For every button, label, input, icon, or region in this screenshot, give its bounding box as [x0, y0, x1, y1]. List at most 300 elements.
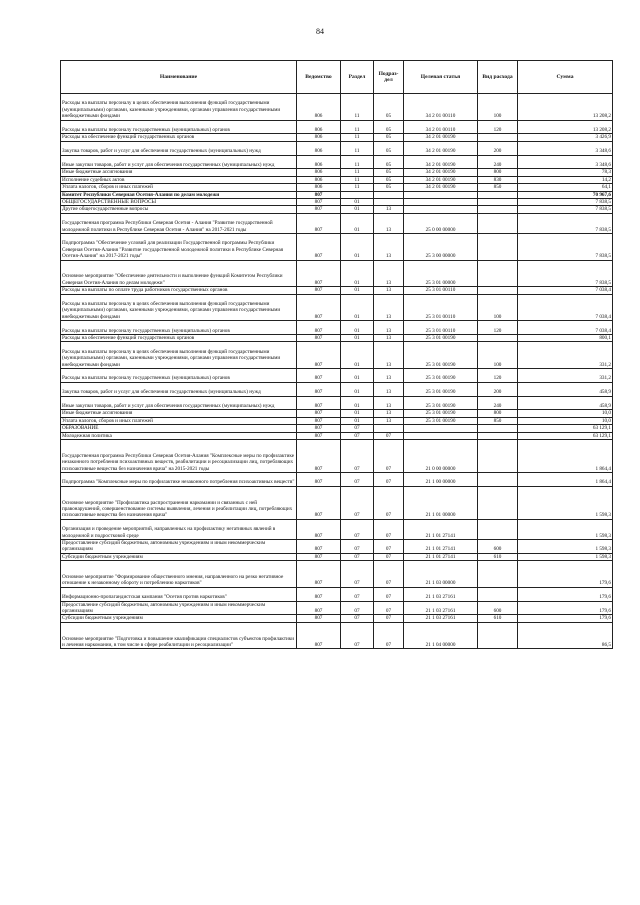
- row-name: Основное мероприятие "Формирование общественного мнения, направленного на резко негативное отношение к незаконному обороту и потреблению наркотиков": [61, 561, 297, 588]
- row-expense-type: 100: [478, 342, 518, 369]
- row-section: 11: [341, 94, 374, 121]
- row-target-item: 25 3 01 00190: [404, 396, 478, 410]
- row-department: 807: [297, 382, 341, 396]
- table-row: [61, 587, 613, 601]
- row-amount: 458,9: [518, 396, 613, 410]
- row-department: 807: [297, 622, 341, 649]
- row-department: 807: [297, 199, 341, 206]
- row-name: Иные бюджетные ассигнования: [61, 410, 297, 417]
- row-target-item: 21 1 03 27161: [404, 601, 478, 615]
- row-target-item: 25 3 01 00190: [404, 335, 478, 342]
- row-section: 01: [341, 213, 374, 233]
- table-row: [61, 321, 613, 335]
- row-subsection: 13: [374, 342, 404, 369]
- row-subsection: 05: [374, 169, 404, 176]
- row-name: Иные закупки товаров, работ и услуг для обеспечения государственных (муниципальных) нужд: [61, 155, 297, 169]
- col-header-name: Наименование: [61, 61, 297, 94]
- table-body: [61, 94, 613, 649]
- table-row: [61, 382, 613, 396]
- table-row: [61, 199, 613, 206]
- row-target-item: 21 0 00 00000: [404, 440, 478, 473]
- table-row: [61, 184, 613, 191]
- row-subsection: 05: [374, 184, 404, 191]
- row-section: 01: [341, 396, 374, 410]
- row-target-item: 25 3 01 00190: [404, 410, 478, 417]
- row-name: Уплата налогов, сборов и иных платежей: [61, 417, 297, 424]
- row-amount: 7 038,4: [518, 287, 613, 294]
- row-expense-type: [478, 519, 518, 539]
- row-expense-type: 120: [478, 120, 518, 134]
- row-section: 07: [341, 601, 374, 615]
- row-expense-type: 600: [478, 540, 518, 554]
- row-target-item: 21 1 01 27141: [404, 519, 478, 539]
- row-expense-type: [478, 425, 518, 432]
- row-expense-type: [478, 213, 518, 233]
- row-amount: 331,2: [518, 342, 613, 369]
- row-target-item: 21 1 03 27161: [404, 615, 478, 622]
- table-row: [61, 294, 613, 321]
- row-section: 01: [341, 199, 374, 206]
- row-amount: 179,6: [518, 561, 613, 588]
- row-amount: 800,1: [518, 335, 613, 342]
- row-expense-type: 120: [478, 369, 518, 383]
- table-row: [61, 622, 613, 649]
- row-name: Государственная программа Республики Северная Осетия-Алания "Комплексные меры по профилактике незаконного потребления психоактивных веществ, реабилитации и ресоциализации лиц, потребляющих психоактивные вещества без назначения врача" на 2015-2021 годы: [61, 440, 297, 473]
- table-row: [61, 342, 613, 369]
- row-subsection: 07: [374, 432, 404, 439]
- row-subsection: 07: [374, 587, 404, 601]
- row-expense-type: [478, 432, 518, 439]
- row-subsection: 13: [374, 234, 404, 261]
- row-department: 807: [297, 342, 341, 369]
- row-subsection: 05: [374, 94, 404, 121]
- row-subsection: 07: [374, 473, 404, 487]
- table-row: [61, 486, 613, 519]
- row-subsection: 13: [374, 417, 404, 424]
- row-section: 01: [341, 206, 374, 213]
- row-subsection: 13: [374, 287, 404, 294]
- row-amount: 10,0: [518, 410, 613, 417]
- row-name: Субсидии бюджетным учреждениям: [61, 553, 297, 560]
- row-department: 807: [297, 321, 341, 335]
- row-section: 07: [341, 587, 374, 601]
- table-row: [61, 206, 613, 213]
- row-target-item: [404, 206, 478, 213]
- row-name: Информационно-пропагандистская кампания "Осетия против наркотиков": [61, 587, 297, 601]
- row-section: 07: [341, 432, 374, 439]
- row-section: [341, 191, 374, 198]
- row-department: 807: [297, 519, 341, 539]
- row-amount: 70 967,6: [518, 191, 613, 198]
- row-department: 806: [297, 176, 341, 183]
- row-name: Расходы на выплаты персоналу государственных (муниципальных) органов: [61, 369, 297, 383]
- row-subsection: 05: [374, 176, 404, 183]
- row-expense-type: [478, 199, 518, 206]
- table-row: [61, 141, 613, 155]
- row-amount: 7 838,5: [518, 213, 613, 233]
- row-amount: 13 208,2: [518, 94, 613, 121]
- row-subsection: 13: [374, 321, 404, 335]
- row-section: 11: [341, 120, 374, 134]
- row-section: 07: [341, 486, 374, 519]
- row-target-item: 25 3 00 00000: [404, 234, 478, 261]
- row-subsection: 07: [374, 615, 404, 622]
- row-department: 807: [297, 486, 341, 519]
- table-row: [61, 410, 613, 417]
- col-header-target-item: Целевая статья: [404, 61, 478, 94]
- row-name: Расходы на выплаты персоналу в целях обеспечения выполнения функций государственными (муниципальными) органами, казенными учреждениями, органами управления государственными внебюджетными фондами: [61, 94, 297, 121]
- row-department: 807: [297, 410, 341, 417]
- row-expense-type: [478, 234, 518, 261]
- row-amount: 7 038,4: [518, 321, 613, 335]
- table-row: [61, 473, 613, 487]
- row-department: 807: [297, 396, 341, 410]
- row-department: 807: [297, 206, 341, 213]
- row-expense-type: 600: [478, 601, 518, 615]
- row-expense-type: [478, 587, 518, 601]
- row-section: 11: [341, 155, 374, 169]
- col-header-expense-type: Вид расхода: [478, 61, 518, 94]
- row-target-item: 21 1 01 27141: [404, 553, 478, 560]
- row-name: Предоставление субсидий бюджетным, автономным учреждениям и иным некоммерческим организациям: [61, 601, 297, 615]
- col-header-section: Раздел: [341, 61, 374, 94]
- row-subsection: [374, 199, 404, 206]
- row-target-item: 21 1 00 00000: [404, 473, 478, 487]
- row-section: 01: [341, 335, 374, 342]
- row-subsection: 07: [374, 622, 404, 649]
- table-row: [61, 287, 613, 294]
- row-department: 806: [297, 184, 341, 191]
- row-section: 11: [341, 141, 374, 155]
- row-expense-type: [478, 486, 518, 519]
- row-amount: 3 426,9: [518, 134, 613, 141]
- row-expense-type: 850: [478, 184, 518, 191]
- row-subsection: 13: [374, 206, 404, 213]
- row-section: 11: [341, 134, 374, 141]
- row-subsection: 13: [374, 382, 404, 396]
- row-target-item: 25 3 01 00110: [404, 294, 478, 321]
- row-target-item: 34 2 01 00190: [404, 134, 478, 141]
- row-amount: 7 838,5: [518, 206, 613, 213]
- row-name: Расходы на выплаты по оплате труда работников государственных органов: [61, 287, 297, 294]
- row-subsection: [374, 191, 404, 198]
- row-amount: 1 598,3: [518, 486, 613, 519]
- row-subsection: 07: [374, 519, 404, 539]
- row-expense-type: 200: [478, 382, 518, 396]
- row-target-item: [404, 191, 478, 198]
- row-name: Расходы на выплаты персоналу государственных (муниципальных) органов: [61, 120, 297, 134]
- row-department: 807: [297, 287, 341, 294]
- row-subsection: 13: [374, 294, 404, 321]
- row-section: 01: [341, 234, 374, 261]
- row-amount: 78,3: [518, 169, 613, 176]
- row-target-item: 25 3 01 00190: [404, 342, 478, 369]
- row-department: 806: [297, 94, 341, 121]
- row-expense-type: 100: [478, 94, 518, 121]
- col-header-department: Ведомство: [297, 61, 341, 94]
- table-header: [61, 61, 613, 94]
- row-name: Подпрограмма "Обеспечение условий для реализации Государственной программы Республики Северная Осетия-Алания "Развитие государственной молодежной политики в Республике Северная Осетия-Алания" на 2017-2021 годы": [61, 234, 297, 261]
- row-department: 806: [297, 141, 341, 155]
- row-department: 807: [297, 473, 341, 487]
- table-row: [61, 540, 613, 554]
- row-amount: 1 598,3: [518, 553, 613, 560]
- row-amount: 7 038,4: [518, 294, 613, 321]
- row-section: 01: [341, 287, 374, 294]
- table-row: [61, 94, 613, 121]
- row-name: Расходы на выплаты персоналу государственных (муниципальных) органов: [61, 321, 297, 335]
- table-row: [61, 615, 613, 622]
- row-department: 807: [297, 417, 341, 424]
- row-amount: 7 838,5: [518, 260, 613, 287]
- row-expense-type: 610: [478, 553, 518, 560]
- row-expense-type: 610: [478, 615, 518, 622]
- row-subsection: 05: [374, 134, 404, 141]
- row-department: 807: [297, 213, 341, 233]
- table-row: [61, 396, 613, 410]
- row-amount: 1 598,3: [518, 519, 613, 539]
- row-department: 807: [297, 369, 341, 383]
- row-department: 807: [297, 587, 341, 601]
- table-row: [61, 561, 613, 588]
- row-target-item: 21 1 03 00000: [404, 561, 478, 588]
- row-amount: 1 864,4: [518, 440, 613, 473]
- row-department: 807: [297, 294, 341, 321]
- row-expense-type: 850: [478, 417, 518, 424]
- row-department: 807: [297, 561, 341, 588]
- table-row: [61, 213, 613, 233]
- row-amount: 63 129,1: [518, 432, 613, 439]
- row-target-item: 34 2 01 00190: [404, 184, 478, 191]
- row-subsection: [374, 425, 404, 432]
- row-subsection: 05: [374, 141, 404, 155]
- row-expense-type: 800: [478, 410, 518, 417]
- row-amount: 3 348,6: [518, 155, 613, 169]
- row-subsection: 07: [374, 540, 404, 554]
- table-row: [61, 134, 613, 141]
- row-department: 807: [297, 425, 341, 432]
- row-name: Расходы на выплаты персоналу в целях обеспечения выполнения функций государственными (муниципальными) органами, казенными учреждениями, органами управления государственными внебюджетными фондами: [61, 294, 297, 321]
- row-section: 07: [341, 440, 374, 473]
- row-target-item: 21 1 04 00000: [404, 622, 478, 649]
- row-subsection: 05: [374, 120, 404, 134]
- row-name: Государственная программа Республики Северная Осетия - Алания "Развитие государственной молодежной политики в Республике Северная Осетия - Алания" на 2017-2021 годы: [61, 213, 297, 233]
- row-target-item: 34 2 01 00190: [404, 155, 478, 169]
- page-number: 84: [316, 27, 324, 36]
- row-section: 07: [341, 622, 374, 649]
- col-header-subsection: Подраз-дел: [374, 61, 404, 94]
- row-subsection: 07: [374, 553, 404, 560]
- table-row: [61, 417, 613, 424]
- row-section: 07: [341, 473, 374, 487]
- row-subsection: 07: [374, 440, 404, 473]
- row-name: Подпрограмма "Комплексные меры по профилактике незаконного потребления психоактивных веществ": [61, 473, 297, 487]
- row-amount: 331,2: [518, 369, 613, 383]
- row-department: 807: [297, 260, 341, 287]
- row-department: 807: [297, 553, 341, 560]
- row-expense-type: [478, 134, 518, 141]
- row-amount: 1 864,4: [518, 473, 613, 487]
- row-amount: 86,5: [518, 622, 613, 649]
- row-target-item: 25 3 01 00110: [404, 287, 478, 294]
- row-amount: 179,6: [518, 615, 613, 622]
- row-department: 807: [297, 440, 341, 473]
- table-row: [61, 120, 613, 134]
- row-expense-type: 100: [478, 294, 518, 321]
- row-expense-type: [478, 561, 518, 588]
- row-amount: 14,2: [518, 176, 613, 183]
- row-name: ОБЩЕГОСУДАРСТВЕННЫЕ ВОПРОСЫ: [61, 199, 297, 206]
- row-amount: 179,6: [518, 601, 613, 615]
- row-name: Уплата налогов, сборов и иных платежей: [61, 184, 297, 191]
- table-row: [61, 335, 613, 342]
- row-department: 806: [297, 134, 341, 141]
- table-row: [61, 440, 613, 473]
- row-target-item: 21 1 03 27161: [404, 587, 478, 601]
- row-subsection: 13: [374, 396, 404, 410]
- row-expense-type: 800: [478, 169, 518, 176]
- row-expense-type: [478, 191, 518, 198]
- row-target-item: 34 2 01 00110: [404, 120, 478, 134]
- row-name: Расходы на обеспечение функций государственных органов: [61, 335, 297, 342]
- col-header-amount: Сумма: [518, 61, 613, 94]
- row-section: 01: [341, 417, 374, 424]
- row-expense-type: [478, 622, 518, 649]
- row-section: 01: [341, 260, 374, 287]
- row-department: 807: [297, 191, 341, 198]
- row-subsection: 13: [374, 213, 404, 233]
- row-department: 807: [297, 615, 341, 622]
- row-amount: 3 348,6: [518, 141, 613, 155]
- row-subsection: 07: [374, 561, 404, 588]
- row-target-item: 21 1 01 00000: [404, 486, 478, 519]
- row-expense-type: [478, 335, 518, 342]
- table-row: [61, 176, 613, 183]
- table-row: [61, 369, 613, 383]
- row-department: 807: [297, 601, 341, 615]
- row-target-item: 21 1 01 27141: [404, 540, 478, 554]
- table-row: [61, 553, 613, 560]
- row-department: 806: [297, 169, 341, 176]
- row-subsection: 05: [374, 155, 404, 169]
- row-name: Исполнение судебных актов: [61, 176, 297, 183]
- row-section: 11: [341, 184, 374, 191]
- row-department: 806: [297, 155, 341, 169]
- row-name: Комитет Республики Северная Осетия-Алания по делам молодежи: [61, 191, 297, 198]
- table-row: [61, 155, 613, 169]
- row-target-item: 34 2 01 00190: [404, 169, 478, 176]
- row-expense-type: [478, 473, 518, 487]
- row-section: 11: [341, 176, 374, 183]
- row-expense-type: 830: [478, 176, 518, 183]
- row-expense-type: [478, 260, 518, 287]
- row-name: Другие общегосударственные вопросы: [61, 206, 297, 213]
- row-amount: 64,1: [518, 184, 613, 191]
- row-name: Предоставление субсидий бюджетным, автономным учреждениям и иным некоммерческим организациям: [61, 540, 297, 554]
- row-name: Основное мероприятие "Обеспечение деятельности и выполнение функций Комитетом Республики Северная Осетия-Алания по делам молодежи": [61, 260, 297, 287]
- budget-table: [60, 60, 613, 649]
- row-name: Основное мероприятие "Профилактика распространения наркомании и связанных с ней правонарушений, совершенствование системы выявления, лечения и реабилитации лиц, потребляющих психоактивные вещества без назначения врача": [61, 486, 297, 519]
- row-amount: 10,0: [518, 417, 613, 424]
- row-target-item: [404, 425, 478, 432]
- row-target-item: 25 3 01 00190: [404, 382, 478, 396]
- row-subsection: 07: [374, 601, 404, 615]
- row-expense-type: 120: [478, 321, 518, 335]
- row-target-item: 25 3 01 00190: [404, 417, 478, 424]
- row-department: 807: [297, 335, 341, 342]
- table-row: [61, 601, 613, 615]
- row-section: 07: [341, 425, 374, 432]
- row-name: Основное мероприятие "Подготовка и повышение квалификации специалистов субъектов профилактики и лечения наркомании, в том числе в сфере реабилитации и ресоциализации": [61, 622, 297, 649]
- row-target-item: 25 3 01 00000: [404, 260, 478, 287]
- row-name: Расходы на выплаты персоналу в целях обеспечения выполнения функций государственными (муниципальными) органами, казенными учреждениями, органами управления государственными внебюджетными фондами: [61, 342, 297, 369]
- row-section: 01: [341, 410, 374, 417]
- row-subsection: 07: [374, 486, 404, 519]
- row-section: 07: [341, 519, 374, 539]
- row-expense-type: [478, 440, 518, 473]
- row-subsection: 13: [374, 260, 404, 287]
- table-row: [61, 425, 613, 432]
- row-target-item: 25 0 00 00000: [404, 213, 478, 233]
- row-name: Организация и проведение мероприятий, направленных на профилактику негативных явлений в молодежной и подростковой среде: [61, 519, 297, 539]
- row-name: Закупка товаров, работ и услуг для обеспечения государственных (муниципальных) нужд: [61, 141, 297, 155]
- row-expense-type: [478, 287, 518, 294]
- row-name: Расходы на обеспечение функций государственных органов: [61, 134, 297, 141]
- row-expense-type: 240: [478, 155, 518, 169]
- row-section: 01: [341, 342, 374, 369]
- row-amount: 7 838,5: [518, 199, 613, 206]
- row-amount: 1 598,3: [518, 540, 613, 554]
- row-amount: 458,9: [518, 382, 613, 396]
- row-amount: 179,6: [518, 587, 613, 601]
- row-target-item: [404, 199, 478, 206]
- row-expense-type: 240: [478, 396, 518, 410]
- row-department: 807: [297, 432, 341, 439]
- table-row: [61, 260, 613, 287]
- table-row: [61, 234, 613, 261]
- row-department: 807: [297, 234, 341, 261]
- row-section: 01: [341, 321, 374, 335]
- row-section: 01: [341, 294, 374, 321]
- row-expense-type: [478, 206, 518, 213]
- row-subsection: 13: [374, 369, 404, 383]
- table-row: [61, 191, 613, 198]
- table-row: [61, 519, 613, 539]
- table-row: [61, 432, 613, 439]
- row-target-item: 34 2 01 00190: [404, 176, 478, 183]
- row-name: Молодежная политика: [61, 432, 297, 439]
- row-section: 01: [341, 369, 374, 383]
- row-name: Иные закупки товаров, работ и услуг для обеспечения государственных (муниципальных) нужд: [61, 396, 297, 410]
- row-target-item: 25 3 01 00110: [404, 321, 478, 335]
- row-name: Закупка товаров, работ и услуг для обеспечения государственных (муниципальных) нужд: [61, 382, 297, 396]
- table-row: [61, 169, 613, 176]
- row-subsection: 13: [374, 410, 404, 417]
- row-expense-type: 200: [478, 141, 518, 155]
- row-target-item: 25 3 01 00190: [404, 369, 478, 383]
- row-name: ОБРАЗОВАНИЕ: [61, 425, 297, 432]
- row-target-item: [404, 432, 478, 439]
- row-amount: 63 129,1: [518, 425, 613, 432]
- row-department: 806: [297, 120, 341, 134]
- row-section: 07: [341, 615, 374, 622]
- row-subsection: 13: [374, 335, 404, 342]
- row-department: 807: [297, 540, 341, 554]
- row-section: 07: [341, 553, 374, 560]
- row-amount: 13 208,2: [518, 120, 613, 134]
- row-amount: 7 838,5: [518, 234, 613, 261]
- row-target-item: 34 2 01 00110: [404, 94, 478, 121]
